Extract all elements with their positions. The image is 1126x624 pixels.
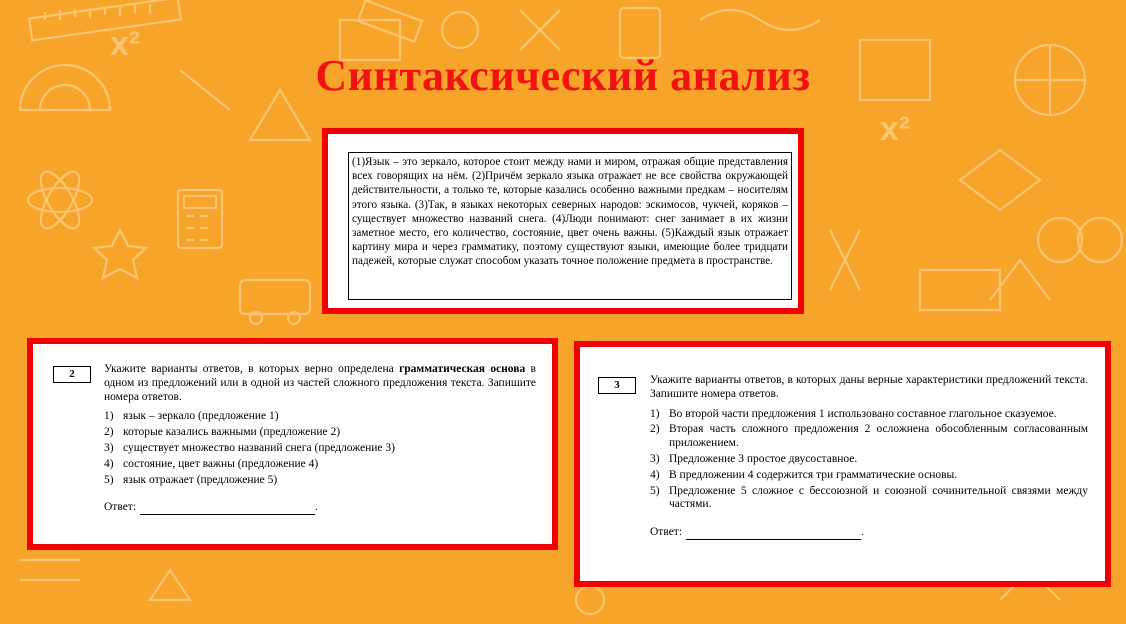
prompt-start: Укажите варианты ответов, в которых верно определена: [104, 363, 400, 375]
page-title: Синтаксический анализ: [315, 51, 811, 100]
option-item: [104, 426, 536, 440]
answer-end: .: [861, 526, 864, 539]
option-text: Предложение 5 сложное с бессоюзной и союзной сочинительной связями между частями.: [669, 484, 1088, 511]
question-3-body: [650, 374, 1088, 540]
answer-row: [104, 501, 536, 515]
svg-text:x²: x²: [880, 110, 911, 148]
option-item: [650, 469, 1088, 483]
option-text: Предложение 3 простое двусоставное.: [669, 452, 858, 465]
answer-input-line[interactable]: [140, 502, 315, 515]
question-prompt: [104, 363, 536, 404]
option-item: [650, 423, 1088, 451]
svg-text:x²: x²: [110, 25, 141, 63]
option-item: [104, 410, 536, 424]
option-number: 1): [104, 410, 114, 423]
question-prompt: Укажите варианты ответов, в которых даны верные характеристики предложений текста. Запишите номера ответов.: [650, 374, 1088, 400]
option-number: 1): [650, 407, 660, 420]
option-text: которые казались важными (предложение 2): [123, 426, 341, 439]
option-item: [650, 485, 1088, 513]
option-number: 4): [650, 468, 660, 481]
options-list: [650, 408, 1088, 513]
option-text: состояние, цвет важны (предложение 4): [123, 457, 319, 470]
option-number: 2): [650, 423, 660, 436]
options-list: [104, 410, 536, 487]
answer-label: Ответ:: [650, 526, 683, 539]
option-item: [104, 474, 536, 488]
answer-row: [650, 526, 1088, 540]
option-number: 3): [650, 452, 660, 465]
option-number: 3): [104, 441, 114, 454]
question-2-body: [104, 363, 536, 515]
question-3-card: [574, 341, 1111, 587]
option-text: существует множество названий снега (предложение 3): [123, 441, 395, 454]
option-text: язык – зеркало (предложение 1): [123, 410, 279, 423]
option-number: 2): [104, 426, 114, 439]
prompt-end: в одном из предложений или в одной из частей сложного предложения текста. Запишите номера ответов.: [104, 363, 536, 403]
option-item: [650, 408, 1088, 422]
option-text: В предложении 4 содержится три грамматические основы.: [669, 468, 958, 481]
option-item: [104, 458, 536, 472]
answer-label: Ответ:: [104, 501, 137, 514]
text-passage: (1)Язык – это зеркало, которое стоит между нами и миром, отражая общие представления всех говорящих на нём. (2)Причём зеркало языка отражает не все свойства окружающей действительности, а только те, которые казались особенно важными предкам – носителям этого языка. (3)Так, в языках некоторых северных народов: эскимосов, чукчей, коряков – существует множество названий снега. (4)Люди понимают: снег занимает в их жизни заметное место, его количество, состояние, цвет очень важны. (5)Каждый язык отражает картину мира и через грамматику, поэтому существуют языки, имеющие более тридцати падежей, которые служат способом указать точное положение предмета в пространстве.: [348, 152, 792, 300]
option-text: язык отражает (предложение 5): [123, 473, 278, 486]
option-item: [104, 442, 536, 456]
question-number: 2: [53, 366, 91, 383]
prompt-bold: грамматическая основа: [399, 363, 526, 375]
answer-input-line[interactable]: [686, 527, 861, 540]
option-item: [650, 453, 1088, 467]
answer-end: .: [315, 501, 318, 514]
option-number: 4): [104, 457, 114, 470]
text-passage-card: [322, 128, 804, 314]
question-2-card: [27, 338, 558, 550]
option-text: Во второй части предложения 1 использовано составное глагольное сказуемое.: [669, 407, 1057, 420]
question-number: 3: [598, 377, 636, 394]
option-number: 5): [104, 473, 114, 486]
option-text: Вторая часть сложного предложения 2 осложнена обособленным согласованным приложением.: [669, 423, 1088, 450]
option-number: 5): [650, 484, 660, 497]
